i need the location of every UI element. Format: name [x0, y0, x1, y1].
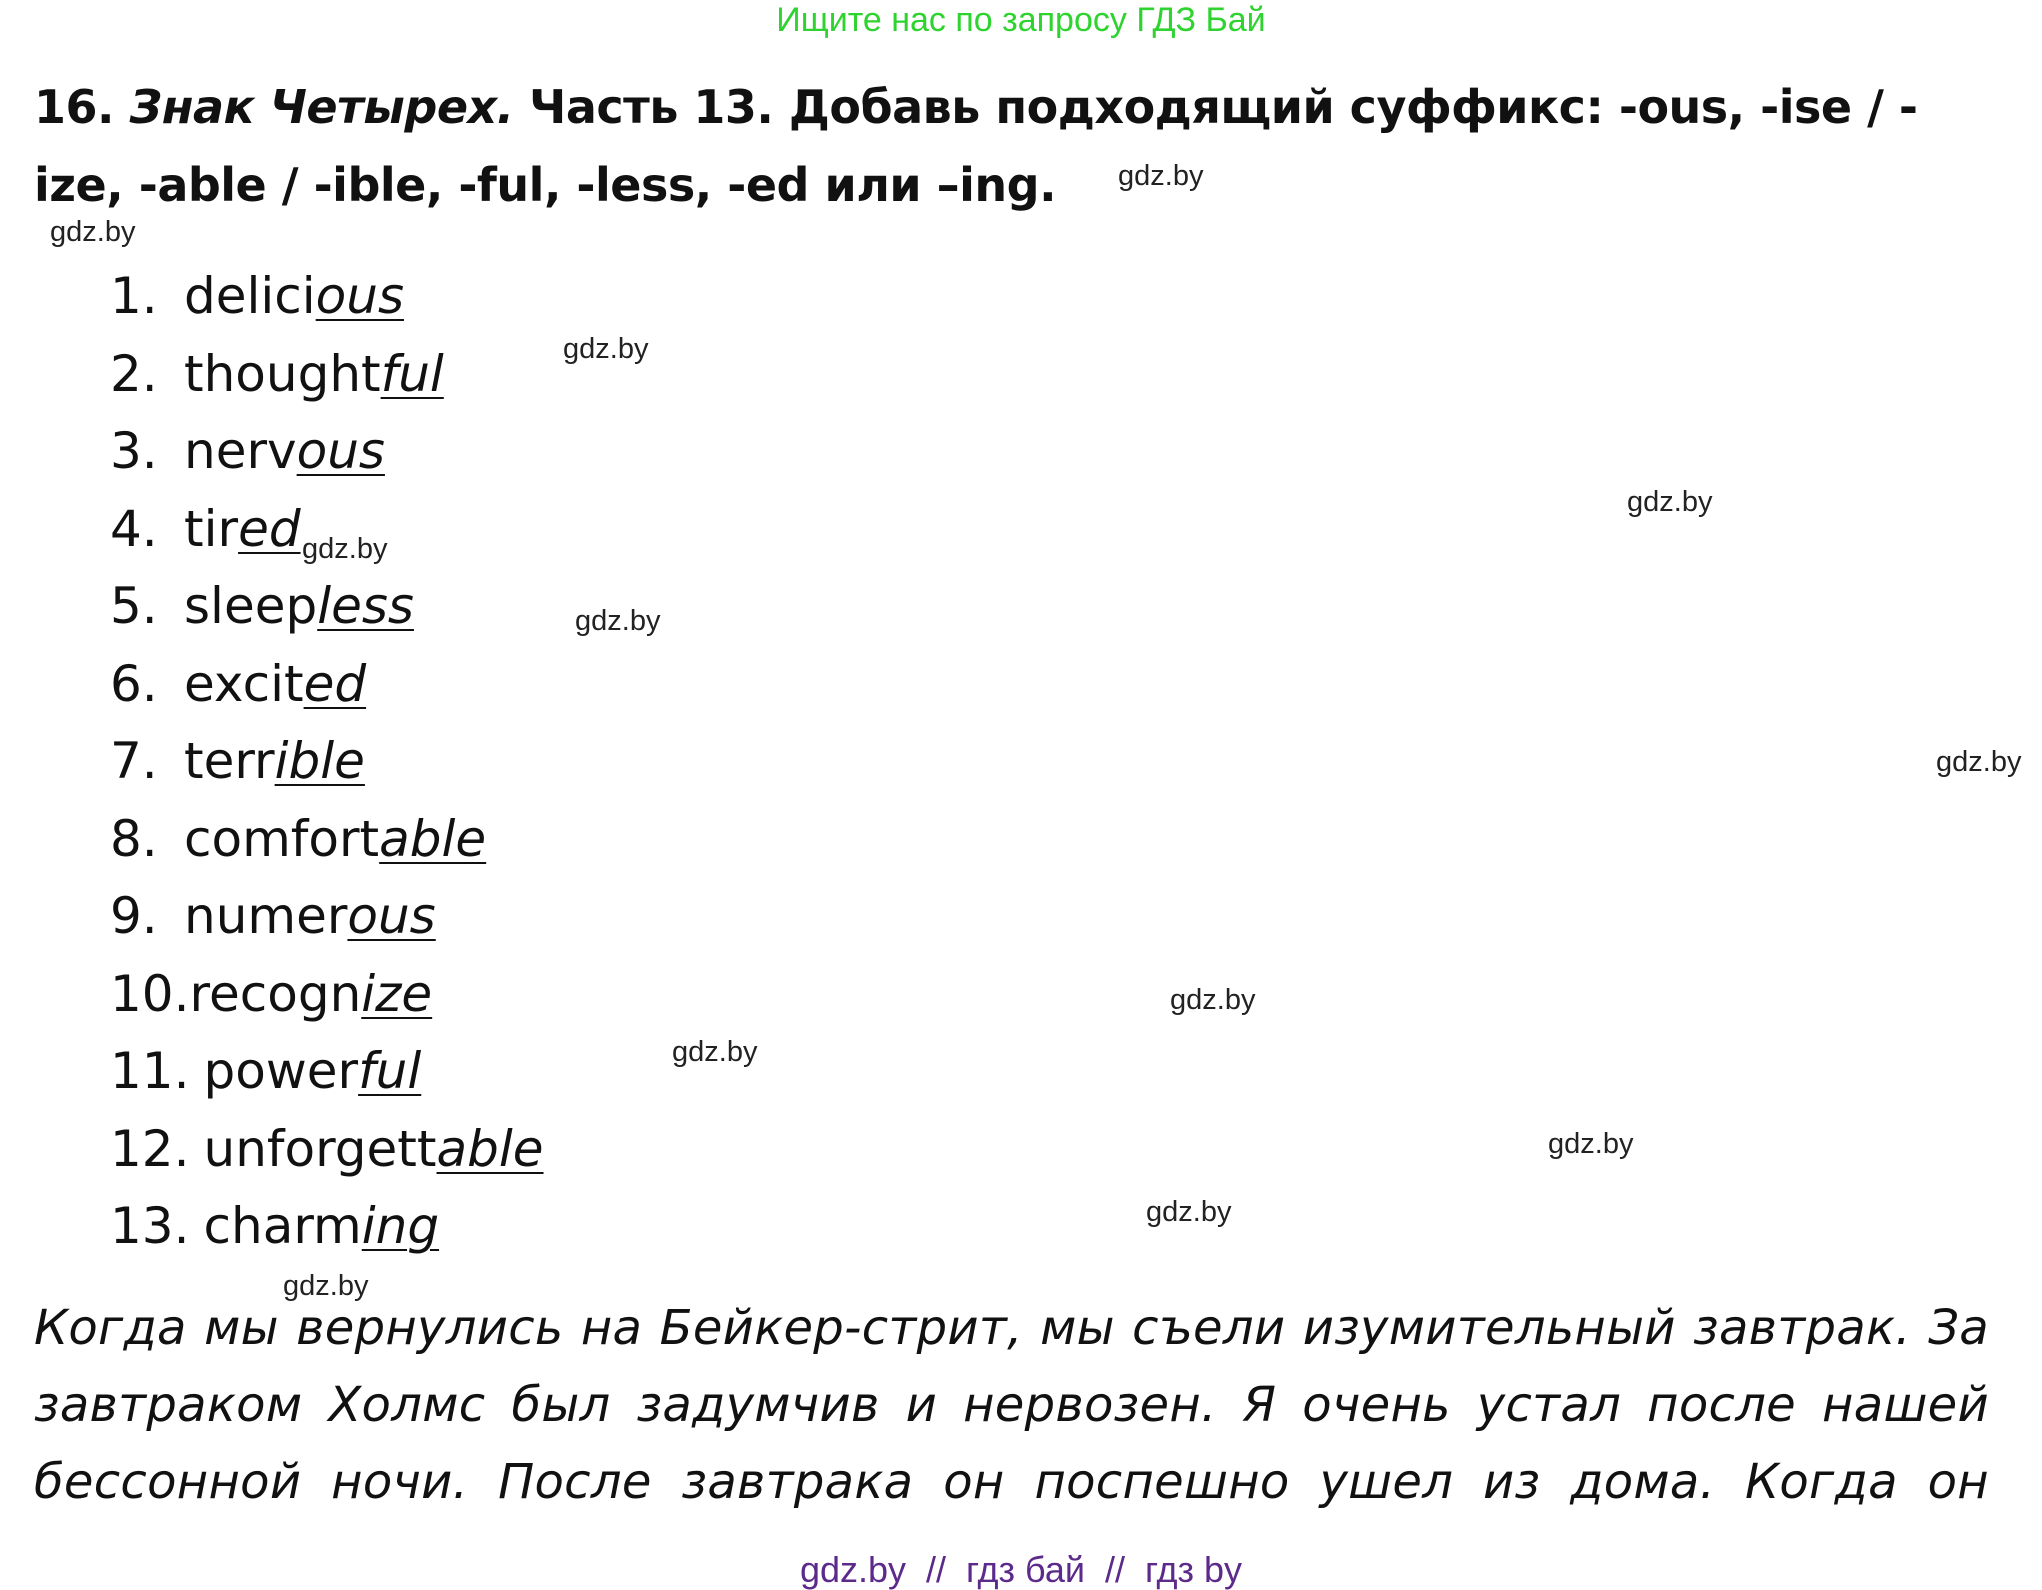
item-number: 4. — [110, 499, 158, 558]
item-number: 9. — [110, 887, 158, 945]
item-number: 3. — [110, 422, 158, 480]
answer-item — [110, 723, 544, 801]
item-number: 10. — [110, 964, 190, 1023]
word-stem: power — [203, 1042, 359, 1100]
word-stem: charm — [203, 1197, 362, 1255]
word-suffix: less — [317, 577, 414, 635]
answer-item — [110, 1033, 544, 1111]
watermark: gdz.by — [672, 1036, 758, 1068]
task-heading — [34, 68, 1994, 224]
watermark: gdz.by — [1118, 160, 1204, 192]
answer-item — [110, 413, 544, 491]
answer-item — [110, 878, 544, 956]
site-footer: gdz.by // гдз бай // гдз by — [799, 1549, 1243, 1590]
watermark: gdz.by — [1548, 1128, 1634, 1160]
answer-item — [110, 646, 544, 724]
word-suffix: ed — [238, 499, 301, 558]
watermark: gdz.by — [50, 216, 136, 248]
item-number: 13. — [110, 1197, 190, 1255]
word-stem: nerv — [184, 422, 297, 480]
word-suffix: ous — [347, 887, 436, 945]
answer-item — [110, 1111, 544, 1189]
answer-item — [110, 336, 544, 414]
word-stem: thought — [184, 344, 381, 403]
answer-item — [110, 568, 544, 646]
word-stem: numer — [184, 887, 348, 945]
item-number: 12. — [110, 1119, 190, 1178]
word-suffix: ful — [358, 1042, 422, 1100]
book-title: Знак Четырех. — [129, 80, 514, 134]
answer-item — [110, 956, 544, 1034]
watermark: gdz.by — [575, 605, 661, 637]
word-suffix: ous — [315, 267, 405, 325]
item-number: 8. — [110, 809, 158, 868]
item-number: 1. — [110, 267, 158, 325]
watermark: gdz.by — [283, 1270, 369, 1302]
watermark: gdz.by — [1170, 984, 1256, 1016]
item-number: 2. — [110, 344, 158, 403]
word-suffix: able — [379, 809, 487, 868]
translation-paragraph: Когда мы вернулись на Бейкер-стрит, мы съели изумительный завтрак. За завтраком Холмс был задумчив и нервозен. Я очень устал после нашей бессонной ночи. После завтрака он поспешно ушел из дома. Когда он — [34, 1300, 1989, 1510]
word-suffix: ing — [361, 1197, 440, 1255]
word-suffix: able — [436, 1119, 544, 1178]
word-stem: excit — [184, 654, 304, 713]
watermark: gdz.by — [302, 533, 388, 565]
word-stem: tir — [184, 499, 239, 558]
word-suffix: ful — [380, 344, 444, 403]
answer-item — [110, 258, 544, 336]
word-stem: unforgett — [203, 1119, 437, 1178]
word-stem: comfort — [184, 809, 380, 868]
word-suffix: ible — [274, 732, 365, 790]
word-stem: terr — [184, 732, 275, 790]
answer-item — [110, 801, 544, 879]
watermark: gdz.by — [1627, 486, 1713, 518]
task-number: 16. — [34, 80, 114, 134]
item-number: 7. — [110, 732, 158, 790]
word-suffix: ize — [361, 964, 433, 1023]
item-number: 11. — [110, 1042, 190, 1100]
item-number: 6. — [110, 654, 158, 713]
word-stem: delici — [184, 267, 316, 325]
watermark: gdz.by — [1146, 1196, 1232, 1228]
answer-item — [110, 1188, 544, 1266]
task-instruction: Часть 13. Добавь подходящий суффикс: -ous, -ise / -ize, -able / -ible, -ful, -less, -ed или –ing. — [34, 80, 1918, 212]
word-suffix: ed — [303, 654, 367, 713]
site-banner: Ищите нас по запросу ГДЗ Бай — [776, 1, 1266, 39]
watermark: gdz.by — [563, 333, 649, 365]
word-stem: recogn — [189, 964, 362, 1023]
word-suffix: ous — [296, 422, 385, 480]
item-number: 5. — [110, 577, 158, 635]
word-stem: sleep — [184, 577, 318, 635]
watermark: gdz.by — [1936, 746, 2022, 778]
answer-list — [110, 258, 544, 1266]
